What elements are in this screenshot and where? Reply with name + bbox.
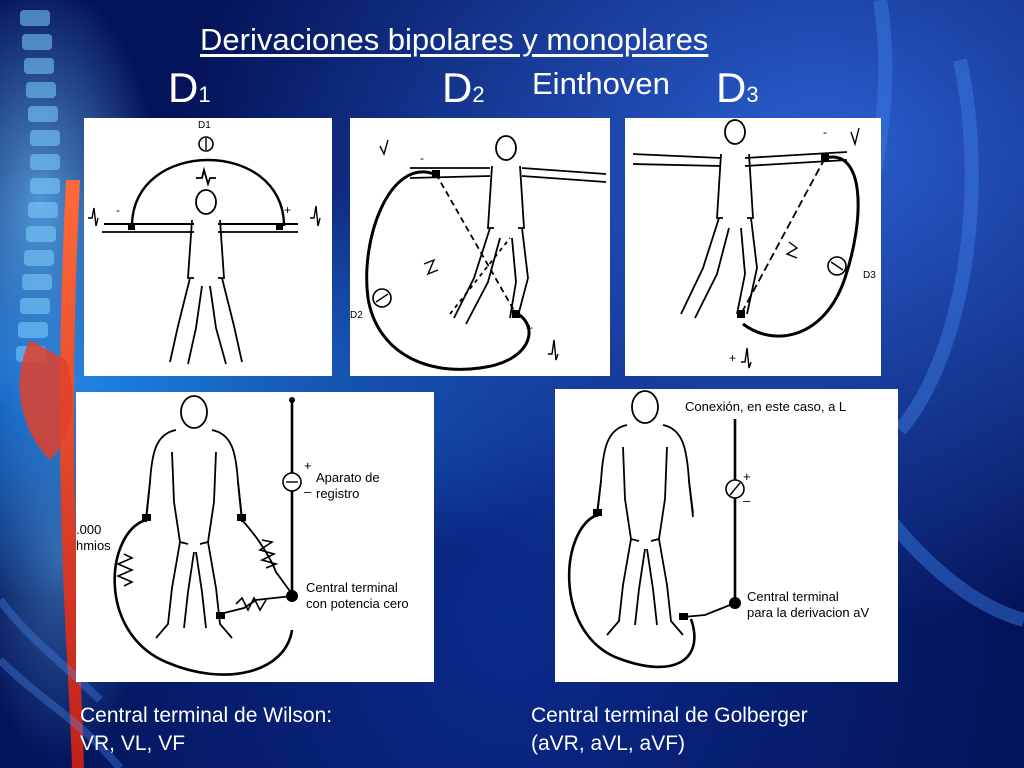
lead-d2-panel bbox=[350, 118, 610, 376]
goldberger-caption-line2: (aVR, aVL, aVF) bbox=[531, 732, 686, 755]
wilson-figure bbox=[76, 392, 434, 682]
d3-plus-sign: + bbox=[729, 351, 737, 365]
goldberger-terminal-label-1: Central terminal bbox=[747, 589, 839, 604]
d2-minus-sign: - bbox=[420, 151, 424, 165]
goldberger-figure bbox=[555, 389, 898, 682]
d1-plus-sign: + bbox=[284, 203, 292, 217]
d1-minus-sign: - bbox=[116, 203, 120, 217]
wilson-device-label-1: Aparato de bbox=[316, 470, 380, 485]
lead-d3-heading: D3 bbox=[716, 64, 759, 111]
goldberger-caption bbox=[531, 702, 808, 758]
wilson-caption-line2: VR, VL, VF bbox=[80, 732, 186, 755]
lead-d3-panel bbox=[625, 118, 881, 376]
wilson-resistance-label-2: hmios bbox=[76, 538, 111, 553]
goldberger-connection-label: Conexión, en este caso, a L bbox=[685, 399, 847, 414]
einthoven-label: Einthoven bbox=[532, 66, 670, 101]
lead-d2-figure bbox=[350, 118, 610, 376]
wilson-caption bbox=[80, 702, 332, 758]
d2-plus-sign: + bbox=[526, 321, 534, 335]
lead-d3-figure bbox=[625, 118, 881, 376]
lead-d1-panel bbox=[84, 118, 332, 376]
d3-side-label: D3 bbox=[863, 270, 876, 281]
d1-top-label: D1 bbox=[198, 120, 211, 131]
wilson-terminal-label-1: Central terminal bbox=[306, 580, 398, 595]
slide-title: Derivaciones bipolares y monoplares bbox=[200, 22, 709, 57]
wilson-terminal-label-2: con potencia cero bbox=[306, 596, 409, 611]
wilson-caption-line1: Central terminal de Wilson: bbox=[80, 704, 333, 727]
d3-minus-sign: - bbox=[823, 125, 827, 139]
wilson-plus-sign: + bbox=[304, 458, 312, 473]
wilson-device-label-2: registro bbox=[316, 486, 360, 501]
goldberger-minus-sign: – bbox=[743, 493, 751, 508]
wilson-minus-sign: – bbox=[304, 484, 312, 499]
lead-d2-heading: D2 bbox=[442, 64, 485, 111]
lead-d1-figure bbox=[84, 118, 332, 376]
wilson-resistance-label-1: .000 bbox=[76, 522, 102, 537]
d2-side-label: D2 bbox=[350, 310, 363, 321]
lead-d1-heading: D1 bbox=[168, 64, 211, 111]
goldberger-panel bbox=[555, 389, 898, 682]
goldberger-terminal-label-2: para la derivacion aV bbox=[747, 605, 870, 620]
goldberger-caption-line1: Central terminal de Golberger bbox=[531, 704, 808, 727]
goldberger-plus-sign: + bbox=[743, 469, 751, 484]
wilson-panel bbox=[76, 392, 434, 682]
